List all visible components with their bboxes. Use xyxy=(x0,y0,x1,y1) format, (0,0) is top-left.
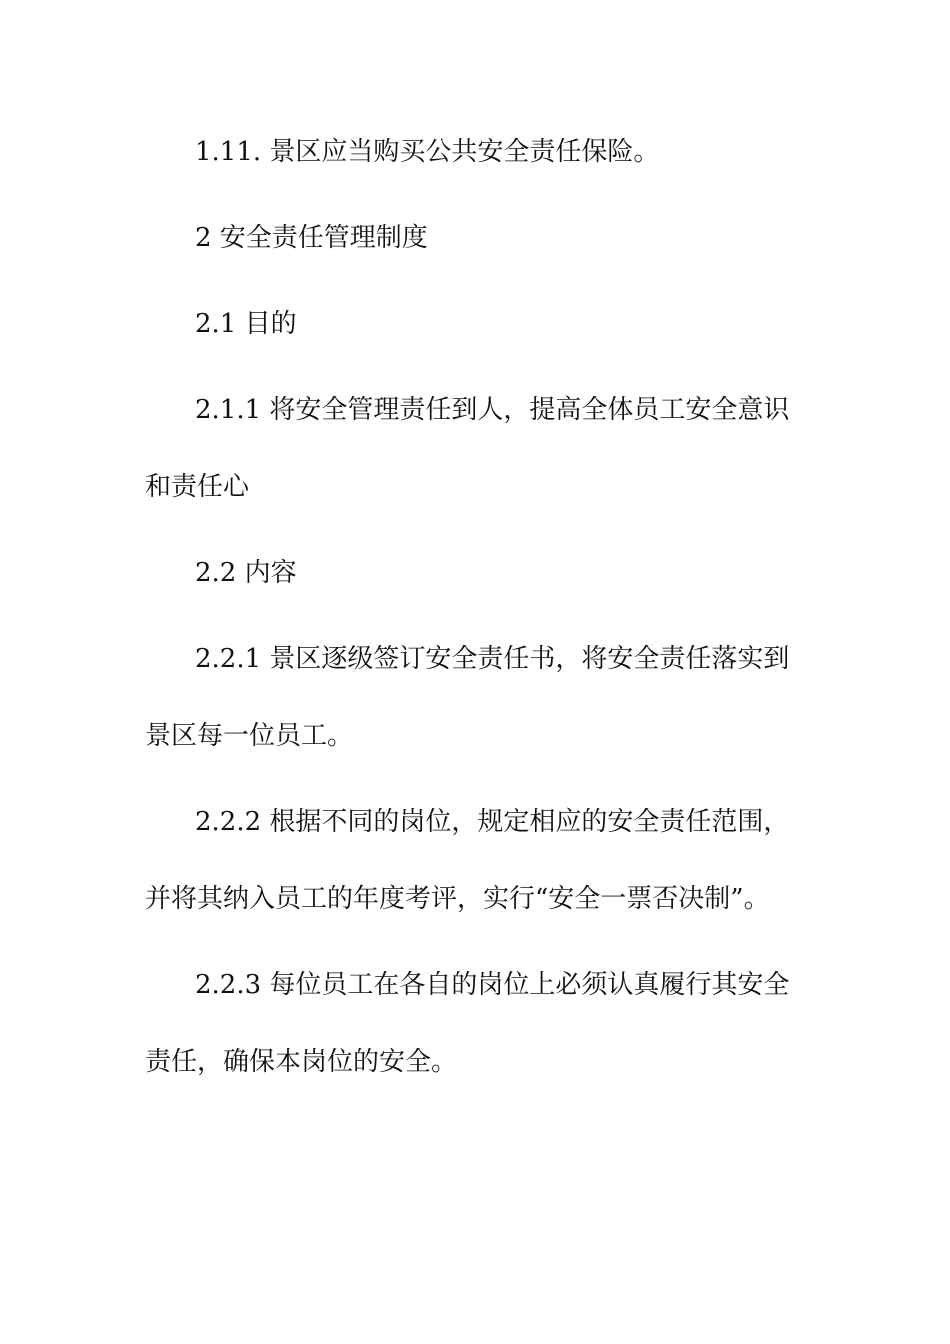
section-2-heading: 2 安全责任管理制度 xyxy=(195,223,428,253)
clause-2-2-1-line-1: 2.2.1 景区逐级签订安全责任书，将安全责任落实到 xyxy=(195,644,790,674)
clause-2-1-1-line-1: 2.1.1 将安全管理责任到人，提高全体员工安全意识 xyxy=(195,395,790,425)
clause-1-11: 1.11. 景区应当购买公共安全责任保险。 xyxy=(195,137,660,167)
clause-2-1-1-line-2: 和责任心 xyxy=(145,472,250,502)
clause-2-2-3-line-2: 责任，确保本岗位的安全。 xyxy=(145,1047,458,1077)
clause-2-2-3-line-1: 2.2.3 每位员工在各自的岗位上必须认真履行其安全 xyxy=(195,970,790,1000)
clause-2-2-2-line-2: 并将其纳入员工的年度考评，实行“安全一票否决制”。 xyxy=(145,884,770,914)
section-2-2-heading: 2.2 内容 xyxy=(195,558,297,588)
clause-2-2-1-line-2: 景区每一位员工。 xyxy=(145,721,354,751)
section-2-1-heading: 2.1 目的 xyxy=(195,309,297,339)
clause-2-2-2-line-1: 2.2.2 根据不同的岗位，规定相应的安全责任范围， xyxy=(195,807,790,837)
